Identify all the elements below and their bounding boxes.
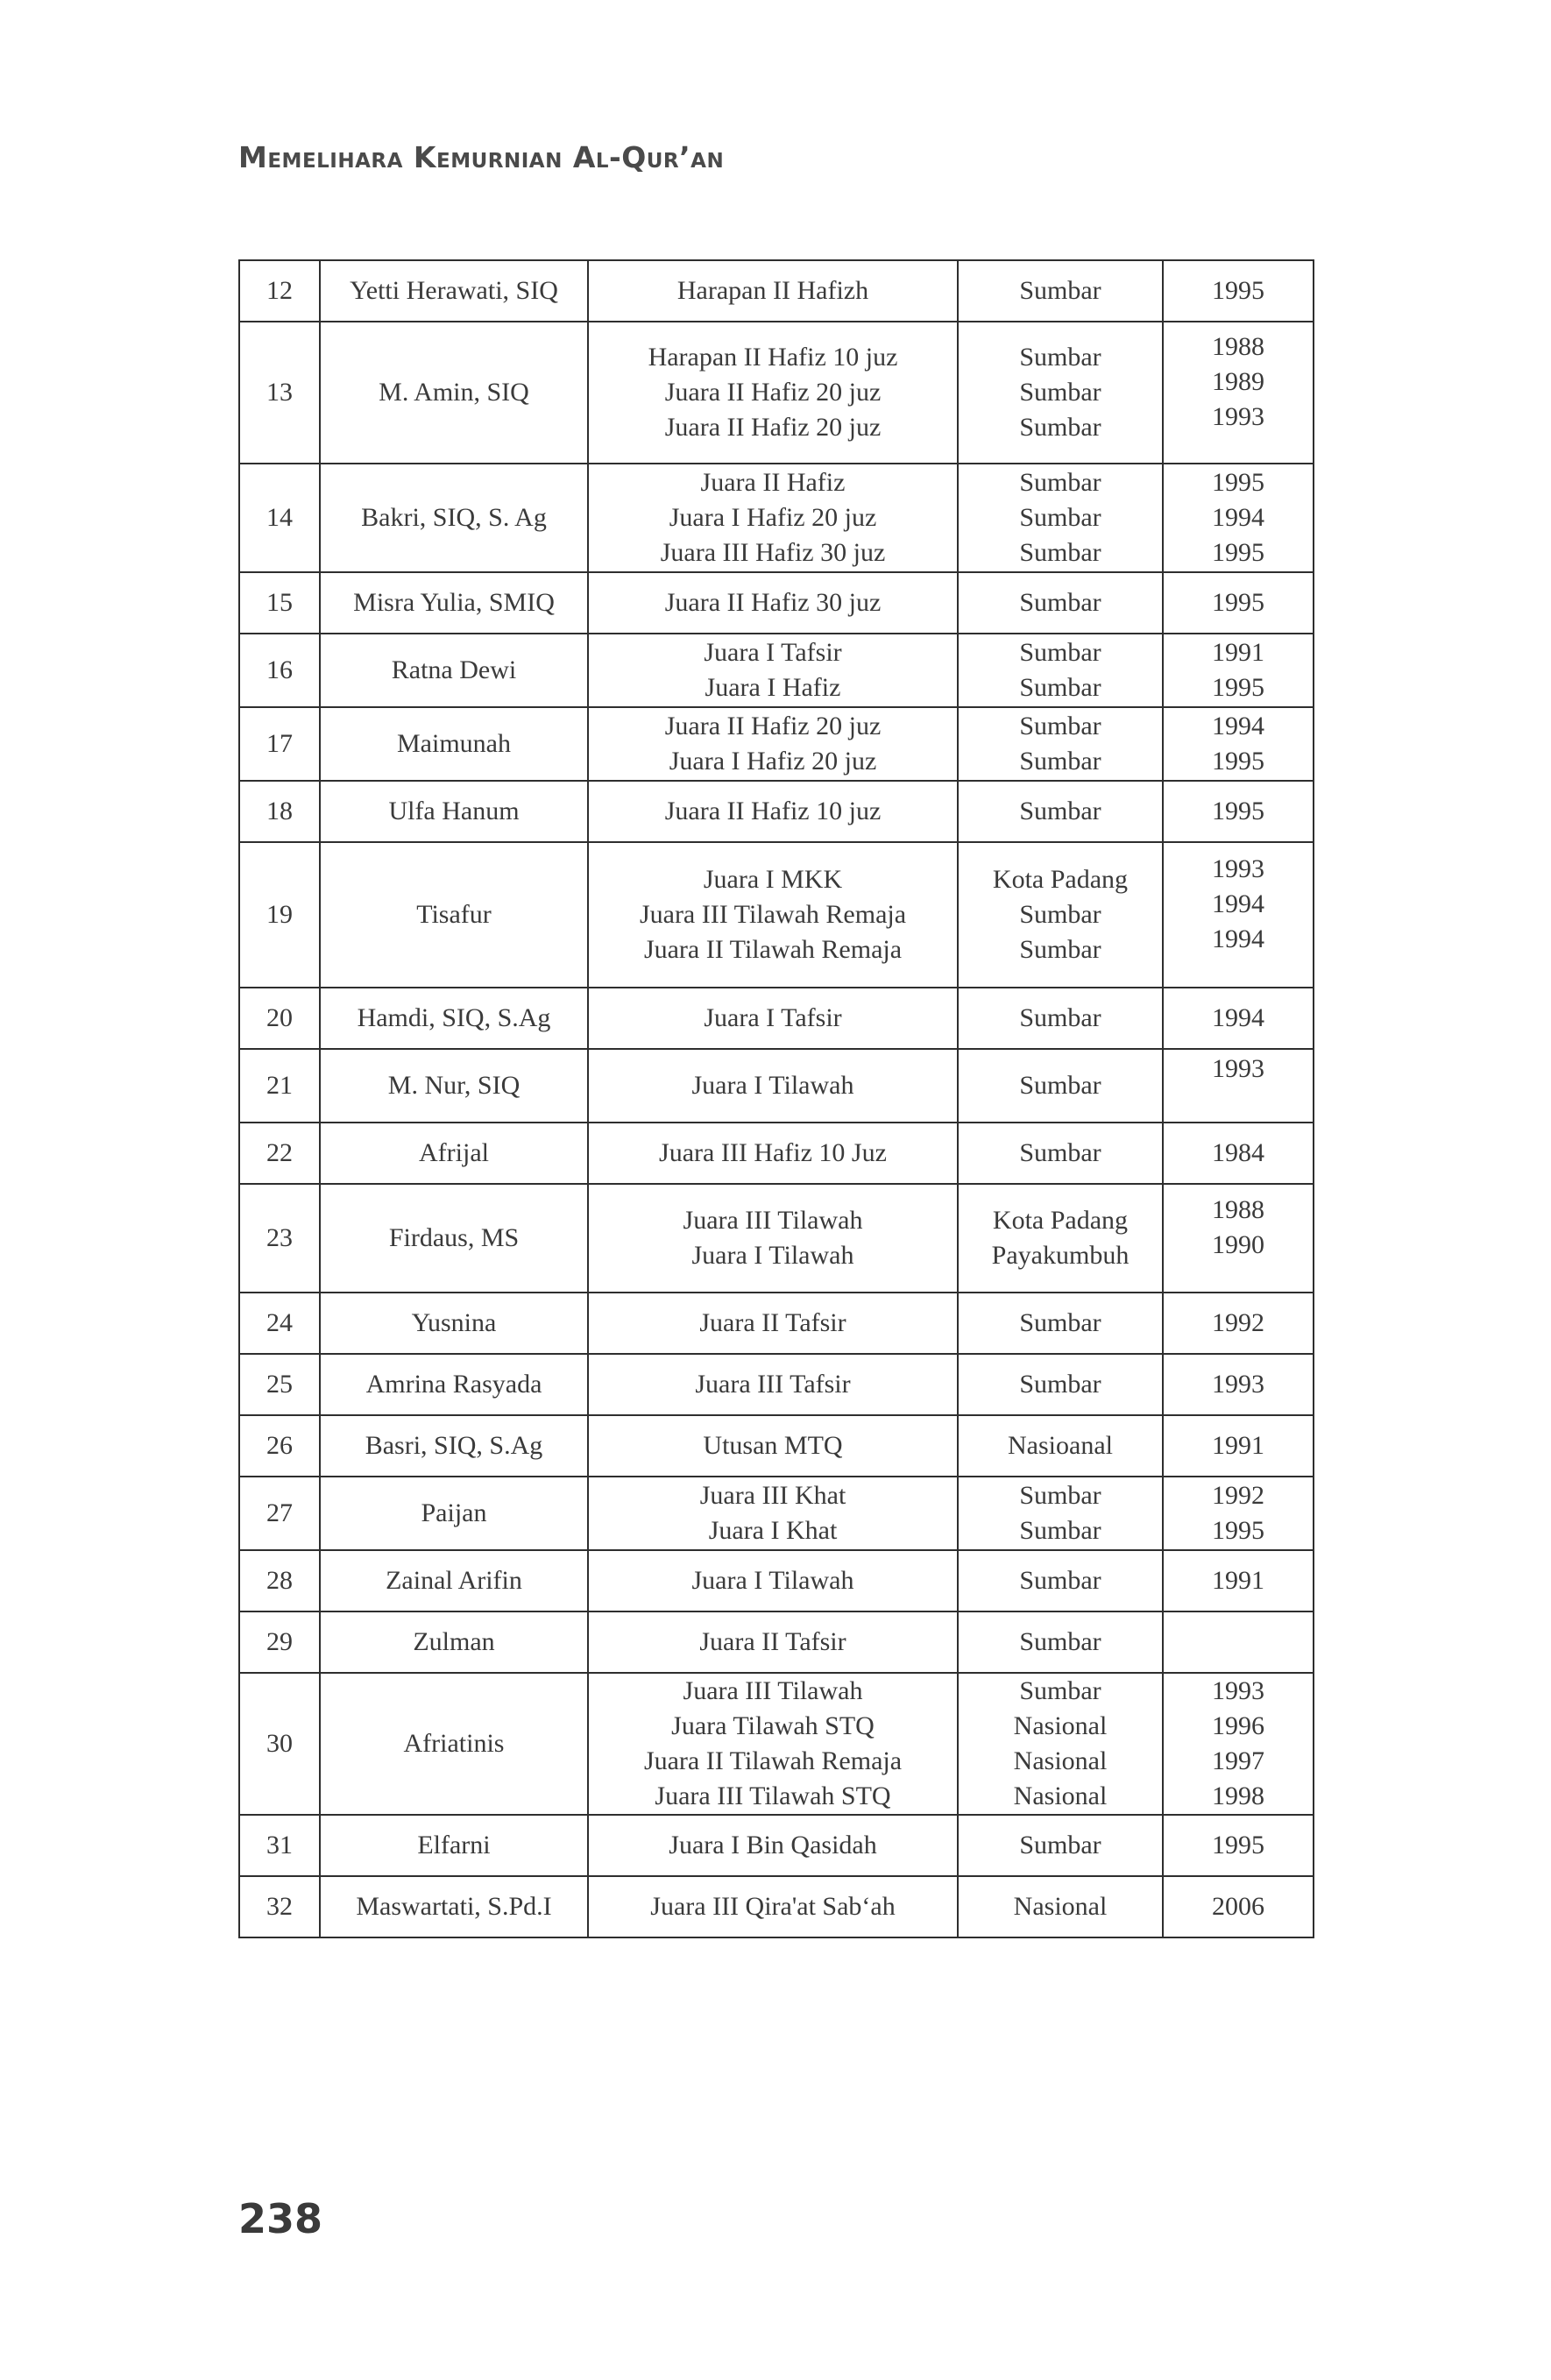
achievement-cell [588,322,958,464]
row-number-cell: 24 [239,1293,320,1354]
level-cell-line: Sumbar [1019,413,1101,442]
level-cell [958,781,1163,842]
achievements-table [238,259,1314,1938]
level-cell [958,1477,1163,1550]
achievement-cell [588,1354,958,1415]
achievement-cell-line: Juara I Hafiz 20 juz [669,503,877,532]
year-cell-line: 1993 [1212,1676,1264,1705]
achievement-cell [588,1049,958,1123]
achievement-cell [588,1477,958,1550]
level-cell-line: Sumbar [1019,1831,1101,1859]
year-cell-line: 2006 [1212,1892,1264,1921]
level-cell-line: Sumbar [1019,1071,1101,1100]
year-cell-line: 1988 [1212,332,1264,361]
level-cell [958,1611,1163,1673]
achievement-cell [588,1611,958,1673]
level-cell-line: Sumbar [1019,538,1101,567]
level-cell [958,1354,1163,1415]
achievement-cell [588,634,958,707]
year-cell [1163,572,1314,634]
year-cell [1163,1815,1314,1876]
achievement-cell-line: Harapan II Hafizh [676,276,869,305]
level-cell [958,572,1163,634]
achievement-cell-line: Juara II Hafiz 20 juz [664,378,882,407]
achievement-cell [588,842,958,988]
year-cell-line: 1995 [1212,538,1264,567]
achievement-cell-line: Juara II Hafiz [700,468,846,497]
table-row [239,1815,1314,1876]
row-number-cell: 21 [239,1049,320,1123]
achievement-cell-line: Juara III Tafsir [695,1370,851,1399]
year-cell [1163,464,1314,572]
achievement-cell-line: Utusan MTQ [703,1431,843,1460]
year-cell-line: 1997 [1212,1746,1264,1775]
row-number-cell: 29 [239,1611,320,1673]
table-row [239,1184,1314,1293]
row-number-cell: 31 [239,1815,320,1876]
name-cell: Paijan [320,1477,588,1550]
level-cell-line: Sumbar [1019,343,1101,372]
achievement-cell-line: Juara III Qira'at Sab‘ah [650,1892,896,1921]
table-row [239,1293,1314,1354]
level-cell [958,1184,1163,1293]
level-cell [958,1415,1163,1477]
achievement-cell-line: Juara I Hafiz 20 juz [669,747,877,776]
achievement-cell-line: Juara I Bin Qasidah [669,1831,877,1859]
name-cell: Ulfa Hanum [320,781,588,842]
row-number-cell: 17 [239,707,320,781]
level-cell-line: Nasional [1013,1746,1108,1775]
name-cell: M. Nur, SIQ [320,1049,588,1123]
achievement-cell [588,1415,958,1477]
level-cell-line: Sumbar [1019,1003,1101,1032]
table-row [239,260,1314,322]
year-cell [1163,781,1314,842]
level-cell [958,707,1163,781]
table-row [239,781,1314,842]
achievement-cell [588,1876,958,1937]
page-number: 238 [238,2195,323,2242]
year-cell [1163,322,1314,464]
row-number-cell: 30 [239,1673,320,1815]
year-cell [1163,1876,1314,1937]
table-row [239,842,1314,988]
year-cell-line: 1995 [1212,276,1264,305]
year-cell-line: 1993 [1212,854,1264,883]
row-number-cell: 13 [239,322,320,464]
table-body [239,260,1314,1937]
level-cell-line: Sumbar [1019,797,1101,825]
name-cell: Ratna Dewi [320,634,588,707]
row-number-cell: 27 [239,1477,320,1550]
level-cell-line: Sumbar [1019,378,1101,407]
year-cell-line: 1992 [1212,1481,1264,1510]
achievement-cell-line: Juara II Tafsir [699,1627,846,1656]
achievement-cell [588,781,958,842]
year-cell [1163,1049,1314,1123]
year-cell-line: 1988 [1212,1195,1264,1224]
level-cell-line: Sumbar [1019,638,1101,667]
row-number-cell: 22 [239,1123,320,1184]
level-cell-line: Kota Padang [992,865,1129,894]
level-cell-line: Nasioanal [1008,1431,1113,1460]
year-cell-line: 1990 [1212,1230,1264,1259]
level-cell [958,322,1163,464]
year-cell-line: 1995 [1212,747,1264,776]
achievement-cell-line: Juara I Hafiz [705,673,841,702]
achievement-cell-line: Juara III Hafiz 30 juz [660,538,886,567]
achievement-cell-line: Juara Tilawah STQ [671,1711,875,1740]
year-cell-line: 1991 [1212,1566,1264,1595]
achievement-cell-line: Juara II Hafiz 30 juz [664,588,882,617]
achievement-cell [588,464,958,572]
level-cell [958,634,1163,707]
year-cell [1163,1415,1314,1477]
achievement-cell [588,707,958,781]
achievement-cell-line: Juara I Tilawah [691,1071,854,1100]
level-cell-line: Sumbar [1019,276,1101,305]
year-cell-line: 1998 [1212,1781,1264,1810]
table-row [239,707,1314,781]
name-cell: Zulman [320,1611,588,1673]
table-row [239,1611,1314,1673]
achievement-cell-line: Juara II Hafiz 20 juz [664,413,882,442]
row-number-cell: 15 [239,572,320,634]
level-cell-line: Sumbar [1019,673,1101,702]
name-cell: Basri, SIQ, S.Ag [320,1415,588,1477]
table-row [239,1354,1314,1415]
table-row [239,572,1314,634]
row-number-cell: 25 [239,1354,320,1415]
name-cell: Firdaus, MS [320,1184,588,1293]
year-cell-line: 1995 [1212,1516,1264,1545]
achievement-cell-line: Juara II Hafiz 20 juz [664,712,882,740]
name-cell: Afriatinis [320,1673,588,1815]
year-cell [1163,707,1314,781]
level-cell-line: Payakumbuh [991,1241,1130,1270]
level-cell [958,988,1163,1049]
year-cell-line: 1994 [1212,503,1264,532]
level-cell-line: Nasional [1013,1781,1108,1810]
table-row [239,322,1314,464]
name-cell: Maimunah [320,707,588,781]
name-cell: Amrina Rasyada [320,1354,588,1415]
year-cell-line: 1996 [1212,1711,1264,1740]
level-cell [958,1673,1163,1815]
row-number-cell: 23 [239,1184,320,1293]
achievement-cell-line: Juara II Hafiz 10 juz [664,797,882,825]
year-cell [1163,1673,1314,1815]
year-cell [1163,1611,1314,1673]
achievement-cell-line: Juara III Tilawah [683,1206,863,1235]
level-cell-line: Sumbar [1019,1370,1101,1399]
level-cell [958,1049,1163,1123]
row-number-cell: 12 [239,260,320,322]
achievement-cell-line: Juara I Tilawah [691,1566,854,1595]
name-cell: M. Amin, SIQ [320,322,588,464]
achievement-cell-line: Juara I Tilawah [691,1241,854,1270]
year-cell [1163,1123,1314,1184]
achievement-cell-line: Juara I Khat [708,1516,838,1545]
table-row [239,1673,1314,1815]
achievement-cell-line: Juara II Tafsir [699,1308,846,1337]
row-number-cell: 18 [239,781,320,842]
level-cell [958,260,1163,322]
name-cell: Zainal Arifin [320,1550,588,1611]
running-head-title: Memelihara Kemurnian Al-Qur’an [238,140,725,174]
achievement-cell-line: Juara I MKK [703,865,843,894]
level-cell-line: Sumbar [1019,1308,1101,1337]
year-cell [1163,842,1314,988]
level-cell-line: Sumbar [1019,712,1101,740]
level-cell-line: Sumbar [1019,1516,1101,1545]
year-cell-line: 1993 [1212,1054,1264,1083]
name-cell: Yusnina [320,1293,588,1354]
achievement-cell [588,1184,958,1293]
level-cell-line: Sumbar [1019,935,1101,964]
year-cell [1163,1550,1314,1611]
level-cell-line: Sumbar [1019,1676,1101,1705]
level-cell-line: Sumbar [1019,503,1101,532]
achievement-cell-line: Juara III Tilawah STQ [655,1781,891,1810]
achievement-cell [588,1293,958,1354]
row-number-cell: 26 [239,1415,320,1477]
year-cell-line: 1995 [1212,797,1264,825]
level-cell-line: Nasional [1013,1892,1108,1921]
year-cell-line: 1994 [1212,889,1264,918]
year-cell [1163,988,1314,1049]
year-cell-line: 1995 [1212,1831,1264,1859]
row-number-cell: 32 [239,1876,320,1937]
name-cell: Misra Yulia, SMIQ [320,572,588,634]
achievement-cell [588,260,958,322]
table-row [239,1550,1314,1611]
achievement-cell-line: Juara II Tilawah Remaja [643,935,903,964]
year-cell [1163,260,1314,322]
table-row [239,988,1314,1049]
achievement-cell [588,572,958,634]
achievement-cell [588,1123,958,1184]
level-cell-line: Sumbar [1019,747,1101,776]
row-number-cell: 16 [239,634,320,707]
year-cell-line: 1991 [1212,1431,1264,1460]
table-row [239,464,1314,572]
achievement-cell-line: Juara I Tafsir [704,1003,842,1032]
table-row [239,1123,1314,1184]
year-cell-line: 1992 [1212,1308,1264,1337]
name-cell: Yetti Herawati, SIQ [320,260,588,322]
name-cell: Elfarni [320,1815,588,1876]
level-cell-line: Sumbar [1019,588,1101,617]
year-cell-line: 1995 [1212,468,1264,497]
achievement-cell-line: Juara III Tilawah [683,1676,863,1705]
level-cell [958,464,1163,572]
achievement-cell [588,1550,958,1611]
achievement-cell [588,1815,958,1876]
year-cell-line: 1991 [1212,638,1264,667]
level-cell-line: Sumbar [1019,1627,1101,1656]
year-cell-line: 1995 [1212,673,1264,702]
achievement-cell-line: Juara III Hafiz 10 Juz [659,1138,887,1167]
table-row [239,1876,1314,1937]
year-cell [1163,634,1314,707]
level-cell-line: Nasional [1013,1711,1108,1740]
year-cell-line: 1994 [1212,1003,1264,1032]
achievement-cell-line: Juara III Khat [699,1481,846,1510]
year-cell-line: 1994 [1212,712,1264,740]
year-cell-line: 1993 [1212,402,1264,431]
year-cell [1163,1293,1314,1354]
year-cell [1163,1354,1314,1415]
year-cell [1163,1184,1314,1293]
name-cell: Bakri, SIQ, S. Ag [320,464,588,572]
level-cell-line: Sumbar [1019,1138,1101,1167]
level-cell-line: Kota Padang [992,1206,1129,1235]
level-cell [958,1550,1163,1611]
row-number-cell: 20 [239,988,320,1049]
achievement-cell-line: Juara II Tilawah Remaja [643,1746,903,1775]
level-cell [958,1815,1163,1876]
level-cell [958,1123,1163,1184]
year-cell-line: 1993 [1212,1370,1264,1399]
level-cell [958,1293,1163,1354]
name-cell: Maswartati, S.Pd.I [320,1876,588,1937]
table-row [239,1049,1314,1123]
name-cell: Hamdi, SIQ, S.Ag [320,988,588,1049]
level-cell [958,1876,1163,1937]
row-number-cell: 19 [239,842,320,988]
level-cell-line: Sumbar [1019,1566,1101,1595]
achievement-cell-line: Juara III Tilawah Remaja [639,900,907,929]
year-cell-line: 1984 [1212,1138,1264,1167]
level-cell-line: Sumbar [1019,900,1101,929]
achievement-cell-line: Harapan II Hafiz 10 juz [648,343,898,372]
name-cell: Tisafur [320,842,588,988]
level-cell-line: Sumbar [1019,1481,1101,1510]
table-row [239,1477,1314,1550]
table-row [239,1415,1314,1477]
achievement-cell-line: Juara I Tafsir [704,638,842,667]
name-cell: Afrijal [320,1123,588,1184]
year-cell-line: 1994 [1212,924,1264,953]
row-number-cell: 28 [239,1550,320,1611]
achievement-cell [588,988,958,1049]
year-cell [1163,1477,1314,1550]
table-row [239,634,1314,707]
achievement-cell [588,1673,958,1815]
row-number-cell: 14 [239,464,320,572]
year-cell-line: 1989 [1212,367,1264,396]
level-cell [958,842,1163,988]
year-cell-line: 1995 [1212,588,1264,617]
level-cell-line: Sumbar [1019,468,1101,497]
